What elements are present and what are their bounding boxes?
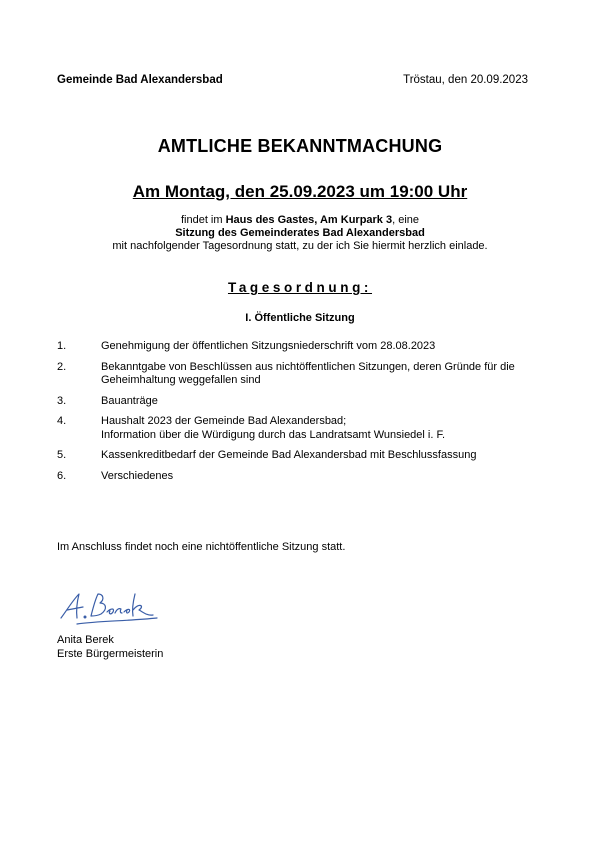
agenda-item-text [101,361,537,388]
place-and-date: Tröstau, den 20.09.2023 [403,74,528,86]
agenda-item-line: Genehmigung der öffentlichen Sitzungsniederschrift vom 28.08.2023 [101,340,436,352]
meeting-body: Sitzung des Gemeinderates Bad Alexandersbad [175,227,425,239]
agenda-item-number: 4. [57,415,67,427]
agenda-item [57,470,537,484]
agenda-item-number: 1. [57,340,67,352]
agenda-item-line: Bauanträge [101,394,158,407]
agenda-item-number: 6. [57,469,67,482]
intro-paragraph [0,214,600,253]
closing-note: Im Anschluss findet noch eine nichtöffentliche Sitzung statt. [57,541,346,553]
meeting-date: Am Montag, den 25.09.2023 um 19:00 Uhr [132,182,468,201]
handwritten-signature [57,588,167,630]
agenda-item [57,449,537,463]
agenda-item-line: Kassenkreditbedarf der Gemeinde Bad Alexandersbad mit Beschlussfassung [101,449,477,461]
intro-line-1-prefix: findet im [180,214,226,226]
section-heading: I. Öffentliche Sitzung [245,312,355,324]
agenda-item [57,361,537,388]
agenda-item [57,395,537,409]
intro-line-3: mit nachfolgender Tagesordnung statt, zu der ich Sie hiermit herzlich einlade. [112,240,488,252]
agenda-item-line: Information über die Würdigung durch das Landratsamt Wunsiedel i. F. [101,428,446,441]
agenda-item-text [101,340,537,354]
agenda-item-line: Geheimhaltung weggefallen sind [101,374,261,386]
signer-name: Anita Berek [57,634,114,646]
signer-role: Erste Bürgermeisterin [57,647,164,660]
meeting-location: Haus des Gastes, Am Kurpark 3 [225,214,393,226]
agenda-item-text [101,415,537,442]
intro-line-2 [0,227,600,240]
agenda-item-line: Verschiedenes [101,469,174,482]
agenda-item-text [101,449,537,463]
agenda-item-number: 2. [57,360,67,373]
agenda-item-number: 3. [57,394,67,407]
agenda-item-text [101,395,537,409]
document-title: AMTLICHE BEKANNTMACHUNG [157,136,443,156]
agenda-item [57,340,537,354]
agenda-list [57,340,537,490]
agenda-item-text [101,470,537,484]
agenda-item-line: Haushalt 2023 der Gemeinde Bad Alexandersbad; [101,415,347,427]
intro-line-1-suffix: , eine [392,214,420,226]
agenda-item-line: Bekanntgabe von Beschlüssen aus nichtöffentlichen Sitzungen, deren Gründe für die [101,360,515,373]
intro-line-1 [0,214,600,227]
agenda-item-number: 5. [57,449,67,461]
agenda-item [57,415,537,442]
agenda-heading: Tagesordnung: [227,280,373,295]
signer-block [57,634,163,661]
municipality-name: Gemeinde Bad Alexandersbad [57,74,223,86]
